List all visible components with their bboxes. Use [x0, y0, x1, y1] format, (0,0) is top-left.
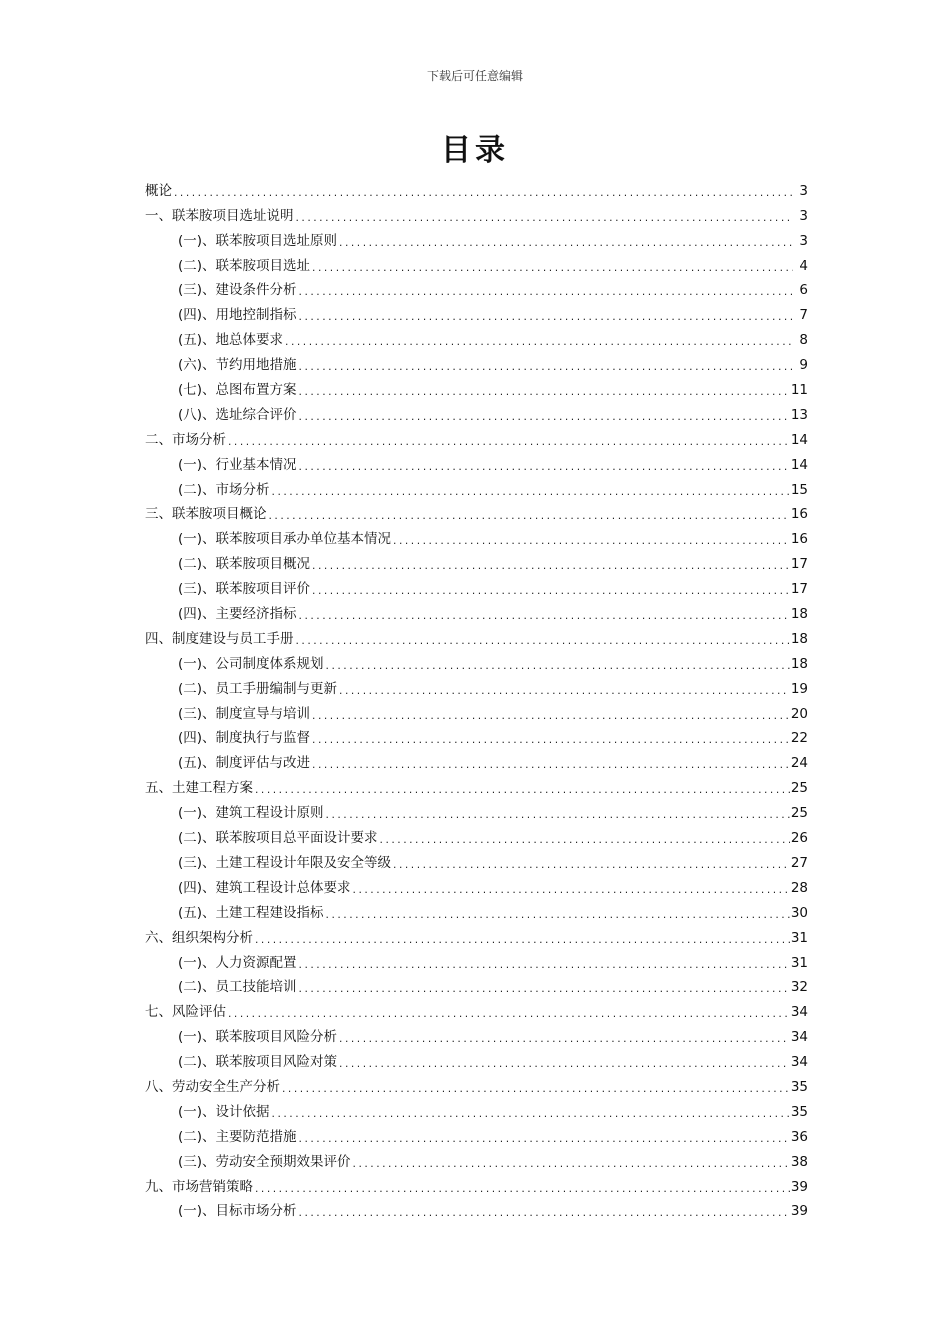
- toc-entry-page: 6: [799, 282, 808, 299]
- toc-entry-label: (一)、公司制度体系规划: [178, 655, 324, 672]
- toc-entry-page: 39: [790, 1178, 808, 1195]
- toc-entry-label: (一)、联苯胺项目承办单位基本情况: [178, 531, 392, 548]
- toc-entry-label: (四)、主要经济指标: [178, 606, 297, 623]
- toc-entry-label: 一、联苯胺项目选址说明: [145, 207, 294, 224]
- toc-entry[interactable]: [145, 1071, 808, 1096]
- toc-entry-page: 38: [790, 1153, 808, 1170]
- toc-leader-dots: [298, 984, 790, 996]
- toc-entry-page: 14: [790, 456, 808, 473]
- toc-leader-dots: [311, 735, 790, 747]
- toc-entry-page: 35: [790, 1078, 808, 1095]
- toc-entry-label: (五)、地总体要求: [178, 332, 284, 349]
- toc-entry-page: 14: [790, 431, 808, 448]
- toc-entry-label: 四、制度建设与员工手册: [145, 630, 294, 647]
- toc-entry[interactable]: [145, 648, 808, 673]
- toc-entry[interactable]: [145, 996, 808, 1021]
- toc-entry-label: (七)、总图布置方案: [178, 382, 297, 399]
- toc-entry-label: (四)、制度执行与监督: [178, 730, 311, 747]
- toc-leader-dots: [298, 362, 793, 374]
- toc-entry-page: 18: [790, 655, 808, 672]
- toc-entry[interactable]: [145, 399, 808, 424]
- toc-entry-label: (一)、联苯胺项目选址原则: [178, 232, 338, 249]
- toc-entry-page: 11: [790, 382, 808, 399]
- toc-entry-label: (四)、用地控制指标: [178, 307, 297, 324]
- toc-entry[interactable]: [145, 598, 808, 623]
- toc-entry-page: 3: [799, 207, 808, 224]
- toc-entry-page: 18: [790, 606, 808, 623]
- toc-entry[interactable]: [145, 1096, 808, 1121]
- toc-entry[interactable]: [145, 723, 808, 748]
- toc-entry[interactable]: [145, 698, 808, 723]
- toc-entry-label: 三、联苯胺项目概论: [145, 506, 267, 523]
- toc-entry-label: 二、市场分析: [145, 431, 226, 448]
- toc-entry-label: (三)、制度宣导与培训: [178, 705, 311, 722]
- toc-entry-page: 30: [790, 904, 808, 921]
- table-of-contents: [145, 175, 808, 1220]
- toc-entry-label: (二)、联苯胺项目总平面设计要求: [178, 830, 378, 847]
- toc-entry-page: 35: [790, 1103, 808, 1120]
- toc-entry-label: (八)、选址综合评价: [178, 406, 297, 423]
- toc-leader-dots: [379, 835, 790, 847]
- toc-entry[interactable]: [145, 1171, 808, 1196]
- toc-entry-page: 26: [790, 830, 808, 847]
- toc-entry-label: (一)、联苯胺项目风险分析: [178, 1029, 338, 1046]
- toc-entry[interactable]: [145, 299, 808, 324]
- toc-entry-label: 六、组织架构分析: [145, 929, 253, 946]
- toc-entry[interactable]: [145, 523, 808, 548]
- toc-leader-dots: [325, 910, 790, 922]
- toc-entry-label: (二)、员工手册编制与更新: [178, 680, 338, 697]
- toc-entry-page: 19: [790, 680, 808, 697]
- toc-leader-dots: [254, 785, 790, 797]
- toc-entry-label: (五)、土建工程建设指标: [178, 904, 324, 921]
- toc-leader-dots: [298, 1134, 790, 1146]
- toc-entry[interactable]: [145, 922, 808, 947]
- page-title: 目录: [441, 133, 509, 168]
- toc-entry[interactable]: [145, 623, 808, 648]
- toc-entry-page: 36: [790, 1128, 808, 1145]
- toc-leader-dots: [392, 536, 790, 548]
- toc-entry[interactable]: [145, 1196, 808, 1221]
- toc-entry-page: 31: [790, 929, 808, 946]
- toc-entry-label: (一)、目标市场分析: [178, 1203, 297, 1220]
- toc-entry-page: 16: [790, 506, 808, 523]
- toc-entry-page: 7: [799, 307, 808, 324]
- toc-entry[interactable]: [145, 548, 808, 573]
- toc-entry-label: (一)、设计依据: [178, 1103, 270, 1120]
- toc-leader-dots: [311, 760, 790, 772]
- toc-entry-label: (六)、节约用地措施: [178, 357, 297, 374]
- toc-entry[interactable]: [145, 424, 808, 449]
- toc-entry-label: (三)、劳动安全预期效果评价: [178, 1153, 351, 1170]
- toc-leader-dots: [298, 960, 790, 972]
- toc-leader-dots: [338, 1059, 790, 1071]
- toc-entry-label: (一)、人力资源配置: [178, 954, 297, 971]
- toc-entry-page: 3: [799, 232, 808, 249]
- toc-entry-page: 9: [799, 357, 808, 374]
- toc-leader-dots: [298, 462, 790, 474]
- toc-entry-label: (三)、联苯胺项目评价: [178, 581, 311, 598]
- toc-entry-label: (一)、建筑工程设计原则: [178, 805, 324, 822]
- toc-entry-page: 27: [790, 854, 808, 871]
- toc-entry-label: (二)、员工技能培训: [178, 979, 297, 996]
- toc-entry[interactable]: [145, 1146, 808, 1171]
- toc-entry-page: 25: [790, 780, 808, 797]
- toc-entry[interactable]: [145, 947, 808, 972]
- toc-entry[interactable]: [145, 474, 808, 499]
- toc-leader-dots: [298, 287, 793, 299]
- toc-entry-label: (一)、行业基本情况: [178, 456, 297, 473]
- toc-entry-page: 8: [799, 332, 808, 349]
- toc-entry-page: 17: [790, 556, 808, 573]
- toc-entry-page: 3: [799, 182, 808, 199]
- toc-leader-dots: [338, 1034, 790, 1046]
- toc-entry-page: 18: [790, 630, 808, 647]
- toc-entry-label: (三)、建设条件分析: [178, 282, 297, 299]
- toc-leader-dots: [311, 263, 793, 275]
- toc-entry[interactable]: [145, 1046, 808, 1071]
- toc-entry-label: 九、市场营销策略: [145, 1178, 253, 1195]
- toc-leader-dots: [352, 885, 790, 897]
- toc-entry[interactable]: [145, 175, 808, 200]
- toc-entry-page: 4: [799, 257, 808, 274]
- toc-leader-dots: [227, 437, 790, 449]
- toc-leader-dots: [281, 1084, 790, 1096]
- toc-entry[interactable]: [145, 747, 808, 772]
- toc-leader-dots: [325, 661, 790, 673]
- toc-entry[interactable]: [145, 449, 808, 474]
- toc-entry-page: 39: [790, 1203, 808, 1220]
- toc-entry-label: (二)、市场分析: [178, 481, 270, 498]
- toc-entry-page: 34: [790, 1054, 808, 1071]
- toc-leader-dots: [271, 1109, 790, 1121]
- toc-entry[interactable]: [145, 972, 808, 997]
- toc-entry[interactable]: [145, 872, 808, 897]
- toc-entry-label: 五、土建工程方案: [145, 780, 253, 797]
- toc-leader-dots: [298, 412, 790, 424]
- toc-leader-dots: [311, 586, 790, 598]
- toc-entry-page: 32: [790, 979, 808, 996]
- toc-entry[interactable]: [145, 200, 808, 225]
- toc-leader-dots: [173, 188, 793, 200]
- toc-entry[interactable]: [145, 573, 808, 598]
- toc-leader-dots: [325, 810, 790, 822]
- toc-entry-label: (三)、土建工程设计年限及安全等级: [178, 854, 392, 871]
- toc-entry-label: (二)、联苯胺项目风险对策: [178, 1054, 338, 1071]
- toc-leader-dots: [338, 686, 790, 698]
- toc-entry-page: 34: [790, 1004, 808, 1021]
- toc-entry-label: 八、劳动安全生产分析: [145, 1078, 280, 1095]
- toc-entry[interactable]: [145, 1121, 808, 1146]
- toc-entry-page: 22: [790, 730, 808, 747]
- toc-entry-page: 13: [790, 406, 808, 423]
- toc-entry-page: 25: [790, 805, 808, 822]
- toc-leader-dots: [298, 312, 793, 324]
- toc-entry[interactable]: [145, 797, 808, 822]
- toc-entry-label: (五)、制度评估与改进: [178, 755, 311, 772]
- toc-entry-label: (二)、主要防范措施: [178, 1128, 297, 1145]
- header-note: 下载后可任意编辑: [426, 69, 523, 83]
- toc-leader-dots: [284, 337, 793, 349]
- toc-entry-page: 16: [790, 531, 808, 548]
- toc-leader-dots: [298, 1208, 790, 1220]
- toc-entry-label: (四)、建筑工程设计总体要求: [178, 879, 351, 896]
- toc-leader-dots: [268, 511, 790, 523]
- toc-entry-label: (二)、联苯胺项目选址: [178, 257, 311, 274]
- toc-leader-dots: [392, 860, 790, 872]
- toc-entry[interactable]: [145, 1021, 808, 1046]
- toc-entry[interactable]: [145, 847, 808, 872]
- toc-entry[interactable]: [145, 772, 808, 797]
- toc-entry-page: 17: [790, 581, 808, 598]
- toc-entry[interactable]: [145, 225, 808, 250]
- toc-leader-dots: [254, 935, 790, 947]
- toc-leader-dots: [254, 1184, 790, 1196]
- toc-entry-label: 概论: [145, 182, 172, 199]
- toc-leader-dots: [295, 213, 794, 225]
- toc-leader-dots: [338, 238, 793, 250]
- toc-leader-dots: [352, 1159, 790, 1171]
- toc-leader-dots: [311, 711, 790, 723]
- toc-entry[interactable]: [145, 275, 808, 300]
- toc-leader-dots: [271, 487, 790, 499]
- toc-entry-page: 15: [790, 481, 808, 498]
- toc-leader-dots: [295, 636, 790, 648]
- toc-entry[interactable]: [145, 822, 808, 847]
- toc-entry[interactable]: [145, 324, 808, 349]
- toc-leader-dots: [298, 611, 790, 623]
- toc-entry[interactable]: [145, 374, 808, 399]
- toc-entry-label: 七、风险评估: [145, 1004, 226, 1021]
- toc-entry-label: (二)、联苯胺项目概况: [178, 556, 311, 573]
- toc-entry-page: 20: [790, 705, 808, 722]
- toc-leader-dots: [311, 561, 790, 573]
- toc-entry[interactable]: [145, 673, 808, 698]
- toc-entry-page: 24: [790, 755, 808, 772]
- toc-leader-dots: [227, 1009, 790, 1021]
- toc-entry[interactable]: [145, 499, 808, 524]
- toc-entry[interactable]: [145, 897, 808, 922]
- toc-entry-page: 28: [790, 879, 808, 896]
- toc-entry-page: 31: [790, 954, 808, 971]
- toc-entry[interactable]: [145, 250, 808, 275]
- toc-entry-page: 34: [790, 1029, 808, 1046]
- toc-leader-dots: [298, 387, 790, 399]
- toc-entry[interactable]: [145, 349, 808, 374]
